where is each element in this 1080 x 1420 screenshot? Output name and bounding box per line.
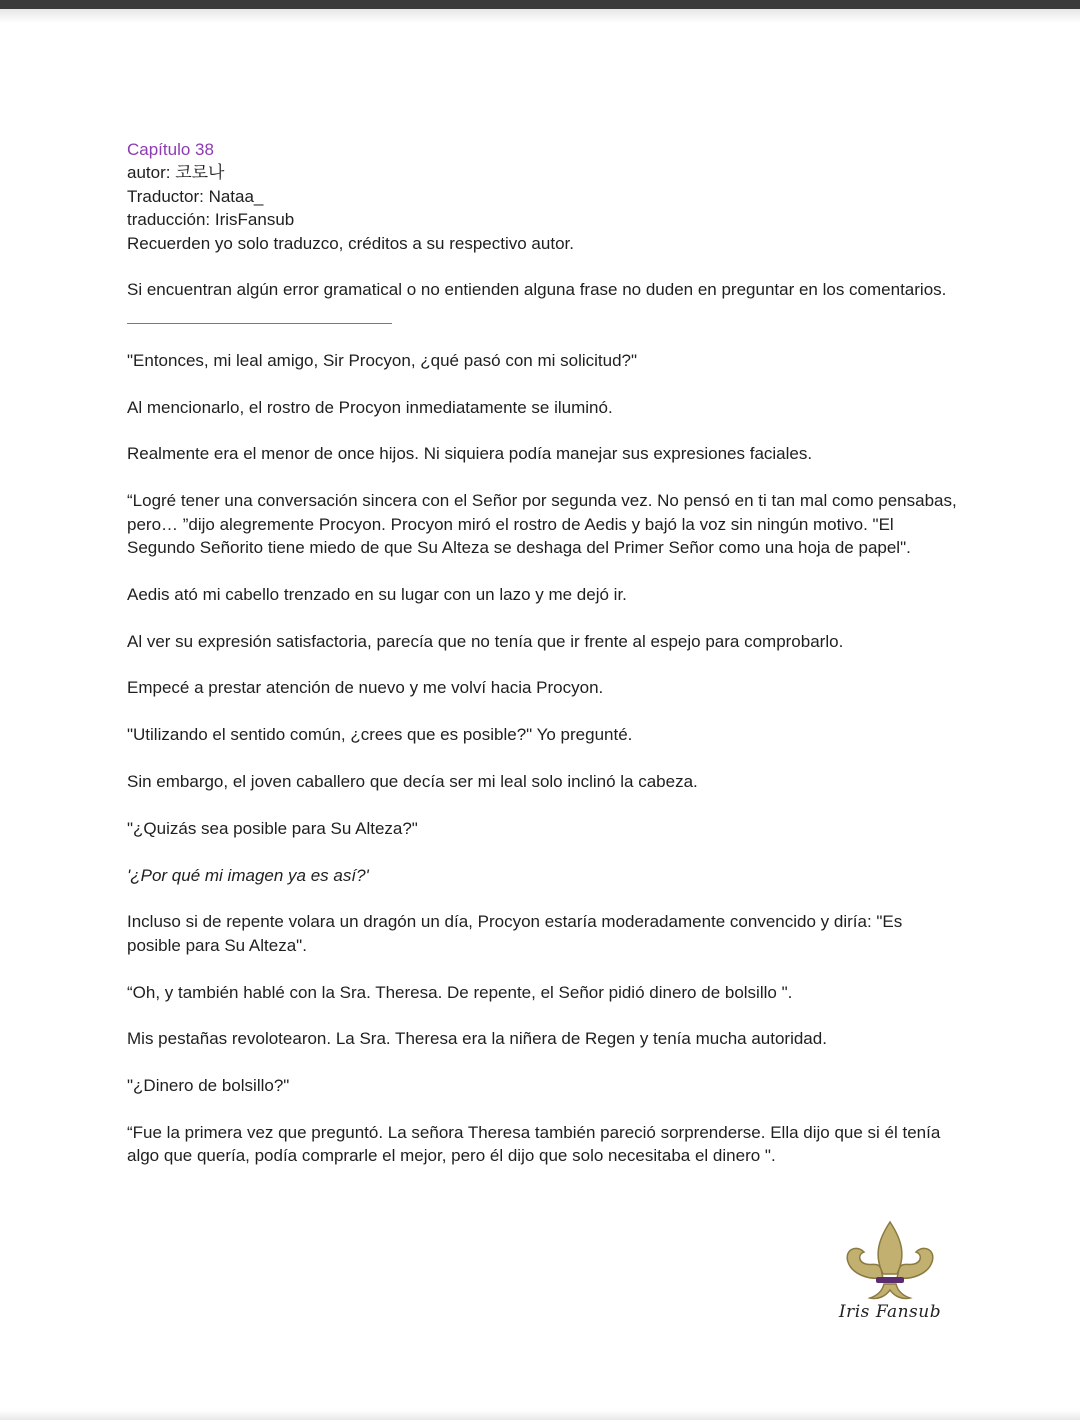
translation-line: traducción: IrisFansub [127,210,295,230]
top-bar [0,0,1080,9]
bottom-shadow [0,1410,1080,1420]
paragraph: "Entonces, mi leal amigo, Sir Procyon, ¿qué pasó con mi solicitud?" [127,350,638,370]
fleur-de-lis-icon [838,1218,942,1304]
divider [127,323,392,324]
paragraph: Incluso si de repente volara un dragón un día, Procyon estaría moderadamente convencido y diría: "Es posible para Su Alteza". [127,912,903,955]
paragraph: Sin embargo, el joven caballero que decía ser mi leal solo inclinó la cabeza. [127,772,698,792]
paragraph: Realmente era el menor de once hijos. Ni siquiera podía manejar sus expresiones faciales. [127,444,813,464]
top-shadow [0,9,1080,23]
paragraph: "Utilizando el sentido común, ¿crees que es posible?" Yo pregunté. [127,725,633,745]
paragraph-thought: '¿Por qué mi imagen ya es así?' [127,865,369,885]
paragraph: Empecé a prestar atención de nuevo y me volví hacia Procyon. [127,678,604,698]
paragraph: “Oh, y también hablé con la Sra. Theresa. De repente, el Señor pidió dinero de bolsillo ". [127,982,793,1002]
paragraph: “Fue la primera vez que preguntó. La señora Theresa también pareció sorprenderse. Ella dijo que si él tenía algo que quería, podía comprarle el mejor, pero él dijo que solo necesitaba el dinero ". [127,1123,941,1166]
document-body [127,138,957,1168]
translator-line: Traductor: Nataa_ [127,186,264,206]
paragraph: “Logré tener una conversación sincera con el Señor por segunda vez. No pensó en ti tan mal como pensabas, pero… ”dijo alegremente Procyon. Procyon miró el rostro de Aedis y bajó la voz sin ningún motivo. "El Segundo Señorito tiene miedo de que Su Alteza se deshaga del Primer Señor como una hoja de papel". [127,491,957,558]
logo-text: Iris Fansub [838,1302,942,1322]
credits-line: Recuerden yo solo traduzco, créditos a su respectivo autor. [127,233,574,253]
paragraph: Aedis ató mi cabello trenzado en su lugar con un lazo y me dejó ir. [127,584,627,604]
paragraph: Al mencionarlo, el rostro de Procyon inmediatamente se iluminó. [127,397,613,417]
paragraph: Al ver su expresión satisfactoria, parecía que no tenía que ir frente al espejo para comprobarlo. [127,631,844,651]
paragraph: Mis pestañas revolotearon. La Sra. Theresa era la niñera de Regen y tenía mucha autoridad. [127,1029,827,1049]
iris-fansub-logo [838,1218,942,1330]
note-line: Si encuentran algún error gramatical o no entienden alguna frase no duden en preguntar en los comentarios. [127,280,947,300]
author-line: autor: 코로나 [127,163,225,183]
paragraph: "¿Dinero de bolsillo?" [127,1076,290,1096]
paragraph: "¿Quizás sea posible para Su Alteza?" [127,818,418,838]
chapter-title: Capítulo 38 [127,140,214,159]
